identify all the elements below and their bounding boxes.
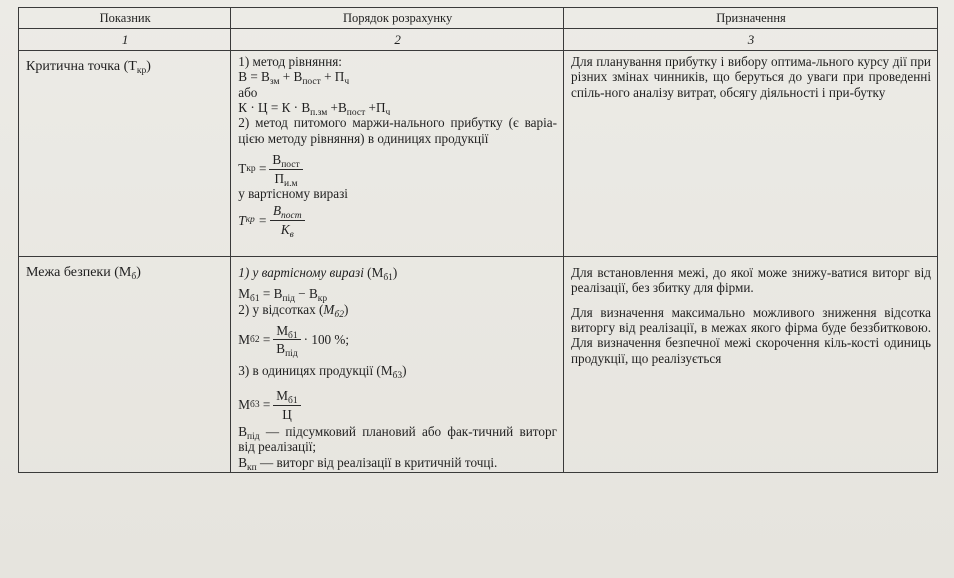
header-purpose: Призначення [564,8,938,29]
indicator-label: Межа безпеки [26,264,111,280]
definition-critical-revenue: $В_{кп}$ — виторг від реалізації в критичній точці. [238,454,498,473]
value-expression-label: у вартісному виразі [238,186,348,202]
formula-units: Т кр = $\frac{В_{пост}}{П_{и.м}}$ [238,152,557,186]
fraction-value: $\frac{В_{пост}}{К_в}$ [270,203,305,237]
method-equation-label: 1) метод рівняння: [238,53,342,69]
item-percent-label: 2) у відсотках $(М_{б2})$ [238,301,349,320]
header-calculation: Порядок розрахунку [231,8,564,29]
number-row [19,29,938,50]
calculation-table [18,7,938,473]
fraction-percent: $\frac{М_{б1}}{В_{під}}$ [273,323,300,357]
equation-1: $В = В_{зм} + В_{пост} + П_ч$ [238,69,350,88]
item-value-label: 1) у вартісному виразі $(М_{б1})$ [238,264,398,283]
calculation-critical-point [231,50,564,256]
indicator-safety-margin: Межа безпеки $(М_б)$ [19,256,231,472]
purpose-text: Для планування прибутку і вибору оптима-льного курсу дії при різних змінах чинників, що беруться до уваги при проведенні спіль-ного аналізу витрат, обсягу діяльності і при-бутку [571,53,931,100]
header-row [19,8,938,29]
formula-percent: М б2 = $\frac{М_{б1}}{В_{під}}$ · 100 %; [238,323,350,360]
fraction-units-safety: $\frac{М_{б1}}{Ц}$ [273,388,300,422]
purpose-text-2: Для визначення максимально можливого зниження відсотка виторгу від реалізації, в межах якого фірма буде беззбитковою. Для визначення безпечної межі скорочення кіль-кості одиниць продукції, що реалізується [571,304,931,366]
table-row-critical-point [19,50,938,256]
fraction-units: $\frac{В_{пост}}{П_{и.м}}$ [269,152,302,186]
purpose-text-1: Для встановлення межі, до якої може знижу-ватися виторг від реалізації, без збитку для фірми. [571,264,931,296]
header-indicator: Показник [19,8,231,29]
column-number-3: 3 [564,29,938,50]
indicator-label: Критична точка [26,58,121,74]
definition-total-revenue: $В_{під}$ — підсумковий плановий або фак-тичний виторг від реалізації; [238,424,557,455]
column-number-1: 1 [19,29,231,50]
table-row-safety-margin [19,256,938,472]
calculation-safety-margin [231,256,564,472]
purpose-safety-margin [564,256,938,472]
column-number-2: 2 [231,29,564,50]
formula-units-safety: М б3 = $\frac{М_{б1}}{Ц}$ [238,388,557,422]
formula-value: Т кр = $\frac{В_{пост}}{К_в}$ [238,203,557,237]
item-units-label: 3) в одиницях продукції $(М_{б3})$ [238,362,407,381]
or-label: або [238,84,258,100]
equation-safety-value: $М_{б1} = В_{під} - В_{кр}$ [238,286,328,305]
equation-2: $К \cdot Ц = К \cdot В_{п.зм} +В_{пост} +П_ч$ [238,100,391,119]
indicator-critical-point: Критична точка $(Т_{кр})$ [19,50,231,256]
purpose-critical-point [564,50,938,256]
method-margin-text: 2) метод питомого маржи-нального прибутку (є варіа-цією методу рівняння) в одиницях продукції [238,115,557,146]
